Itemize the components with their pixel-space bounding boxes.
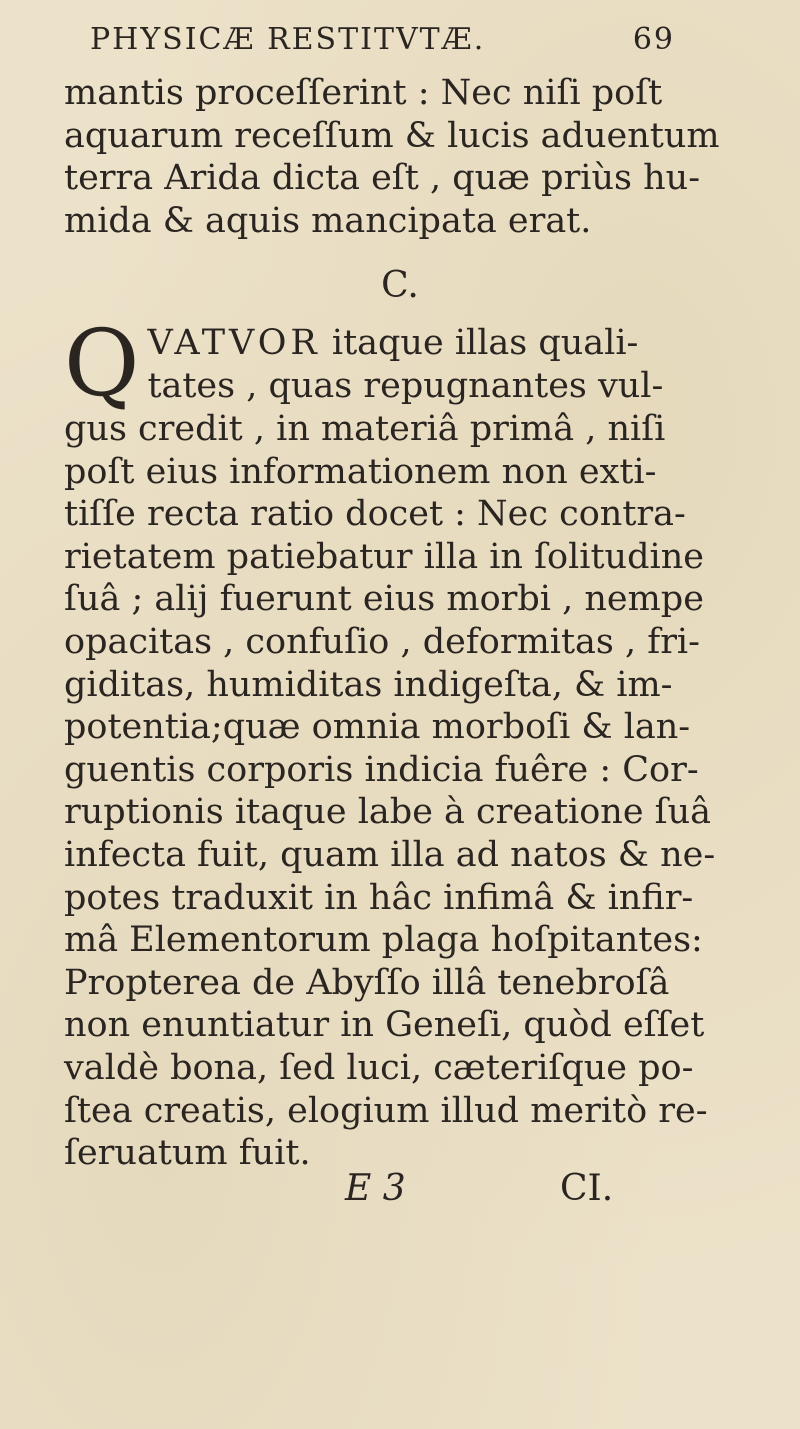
catchword: CI. [560, 1168, 614, 1209]
text-line: valdè bona, ſed luci, cæteriſque po- [64, 1047, 694, 1088]
text-line: potentia;quæ omnia morboſi & lan- [64, 707, 691, 748]
text-line: terra Arida dicta eſt , quæ priùs hu- [64, 158, 701, 199]
paragraph-main [64, 310, 754, 1175]
text-line: opacitas , confuſio , deformitas , fri- [64, 621, 700, 662]
text-line: mida & aquis mancipata erat. [64, 200, 592, 241]
text-line: infecta fuit, quam illa ad natos & ne- [64, 834, 716, 875]
section-heading: C. [381, 265, 419, 306]
text-line: potes traduxit in hâc infimâ & infir- [64, 877, 694, 918]
first-word: VATVOR [147, 323, 321, 363]
text-line: ſeruatum fuit. [64, 1133, 311, 1174]
text-line: tates , quas repugnantes vul- [147, 365, 664, 406]
text-line: tiſſe recta ratio docet : Nec contra- [64, 494, 686, 535]
text-line: mâ Elementorum plaga hoſpitantes: [64, 920, 703, 961]
text-line: ſuâ ; alij fuerunt eius morbi , nempe [64, 579, 704, 620]
text-line: giditas, humiditas indigeſta, & im- [64, 664, 673, 705]
text-line: non enuntiatur in Geneſi, quòd eſſet [64, 1005, 705, 1046]
text-line [64, 322, 754, 365]
text-line: ruptionis itaque labe à creatione ſuâ [64, 792, 712, 833]
text-line: aquarum receſſum & lucis aduentum [64, 115, 720, 156]
text-line: poſt eius informationem non exti- [64, 451, 657, 492]
signature-mark: E 3 [345, 1168, 406, 1209]
page-number: 69 [632, 22, 675, 57]
paragraph-continuation [64, 72, 764, 242]
text-line: mantis proceſſerint : Nec niſi poſt [64, 73, 663, 113]
running-header [90, 22, 675, 72]
text-line: rietatem patiebatur illa in ſolitudine [64, 536, 704, 577]
text-line: guentis corporis indicia fuêre : Cor- [64, 749, 699, 790]
drop-cap-initial: Q [64, 310, 140, 417]
text-line: Propterea de Abyſſo illâ tenebroſâ [64, 962, 670, 1003]
first-line-rest: itaque illas quali- [331, 323, 639, 363]
running-title: PHYSICÆ RESTITVTÆ. [90, 22, 486, 57]
text-line: gus credit , in materiâ primâ , niſi [64, 409, 666, 449]
text-line: ſtea creatis, elogium illud meritò re- [64, 1090, 708, 1131]
